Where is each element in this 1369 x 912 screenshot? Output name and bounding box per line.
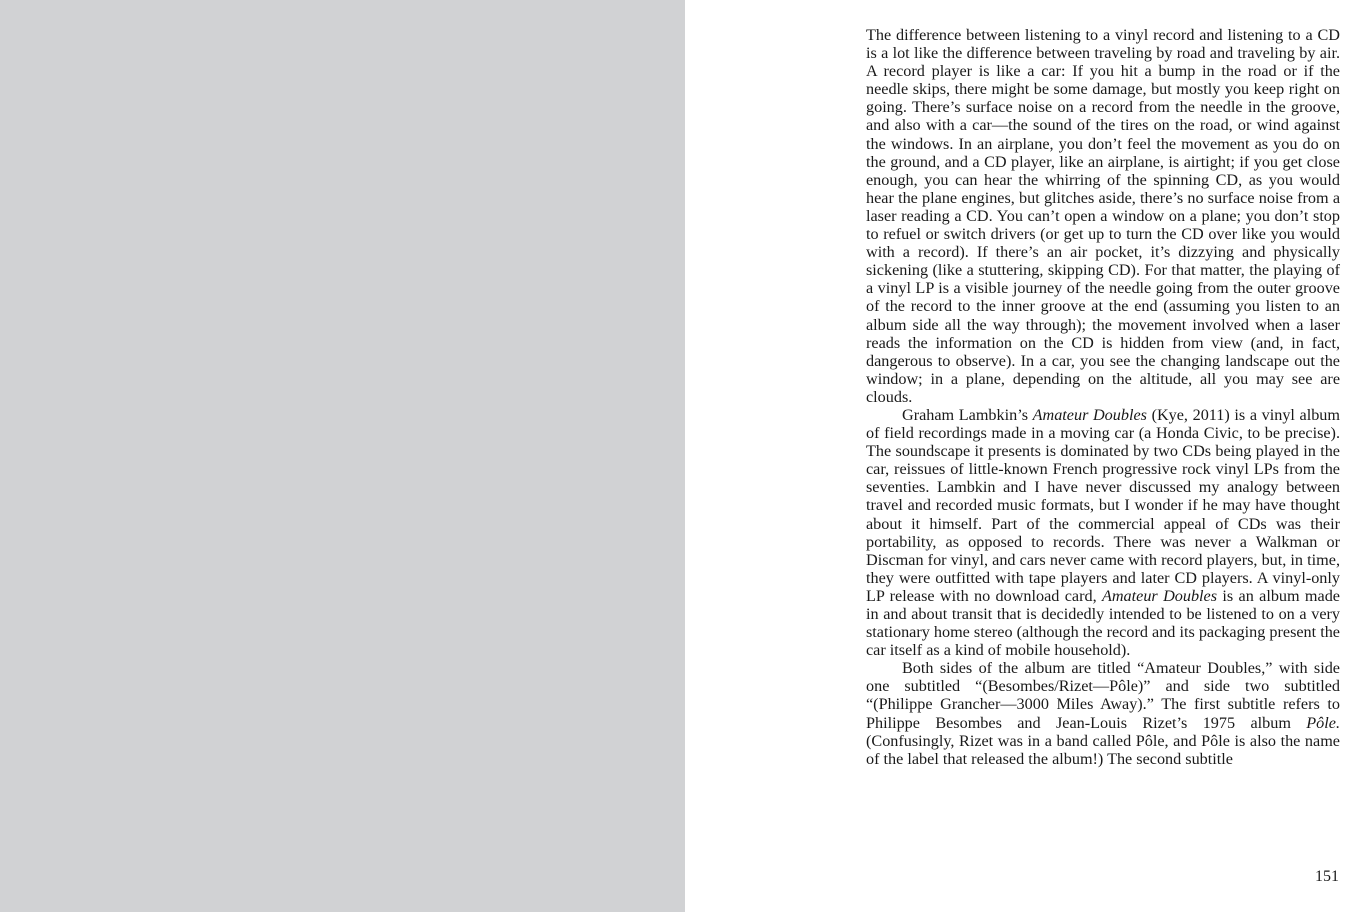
album-title-italic: Amateur Doubles <box>1101 586 1218 605</box>
text-run: (Kye, 2011) is a vinyl album of field recordings made in a moving car (a Honda Civic, to be precise). The soundscape it presents is dominated by two CDs being played in the car, reissues of little-known French progressive rock vinyl LPs from the seventies. Lambkin and I have never discussed my analogy between travel and recorded music formats, but I wonder if he may have thought about it himself. Part of the commercial appeal of CDs was their portability, as opposed to records. There was never a Walkman or Discman for vinyl, and cars never came with record players, but, in time, they were outfitted with tape players and later CD players. A vinyl-only LP release with no download card, <box>866 405 1340 605</box>
text-run: Both sides of the album are titled “Amateur Doubles,” with side one subtitled “(Besombes/Rizet—Pôle)” and side two subtitled “(Philippe Grancher—3000 Miles Away).” The first subtitle refers to Philippe Besombes and Jean-Louis Rizet’s 1975 album <box>866 659 1340 732</box>
text-run: (Confusingly, Rizet was in a band called Pôle, and Pôle is also the name of the label that released the album!) The second subtitle <box>866 731 1340 768</box>
album-title-italic: Pôle. <box>1306 713 1340 732</box>
paragraph-1 <box>866 26 1340 406</box>
paragraph-2 <box>866 406 1340 659</box>
body-text <box>866 26 1340 768</box>
text-run: is an album made in and about transit that is decidedly intended to be listened to on a very stationary home stereo (although the record and its packaging present the car itself as a kind of mobile household). <box>866 586 1340 660</box>
page-number: 151 <box>1315 868 1339 885</box>
text-run: The difference between listening to a vinyl record and listening to a CD is a lot like the difference between traveling by road and traveling by air. A record player is like a car: If you hit a bump in the road or if the needle skips, there might be some damage, but mostly you keep right on going. There’s surface noise on a record from the needle in the groove, and also with a car—the sound of the tires on the road, or wind against the windows. In an airplane, you don’t feel the movement as you do on the ground, and a CD player, like an airplane, is airtight; if you get close enough, you can hear the whirring of the spinning CD, as you would hear the plane engines, but glitches aside, there’s no surface noise from a laser reading a CD. You can’t open a window on a plane; you don’t stop to refuel or switch drivers (or get up to turn the CD over like you would with a record). If there’s an air pocket, it’s dizzying and physically sickening (like a stuttering, skipping CD). For that matter, the playing of a vinyl LP is a visible journey of the needle going from the outer groove of the record to the inner groove at the end (assuming you listen to an album side all the way through); the movement involved when a laser reads the information on the CD is hidden from view (and, in fact, dangerous to observe). In a car, you see the changing landscape out the window; in a plane, depending on the altitude, all you may see are clouds. <box>866 26 1340 406</box>
album-title-italic: Amateur Doubles <box>1032 405 1147 424</box>
paragraph-3 <box>866 659 1340 768</box>
right-page <box>685 0 1369 912</box>
text-run: Graham Lambkin’s <box>902 405 1033 424</box>
